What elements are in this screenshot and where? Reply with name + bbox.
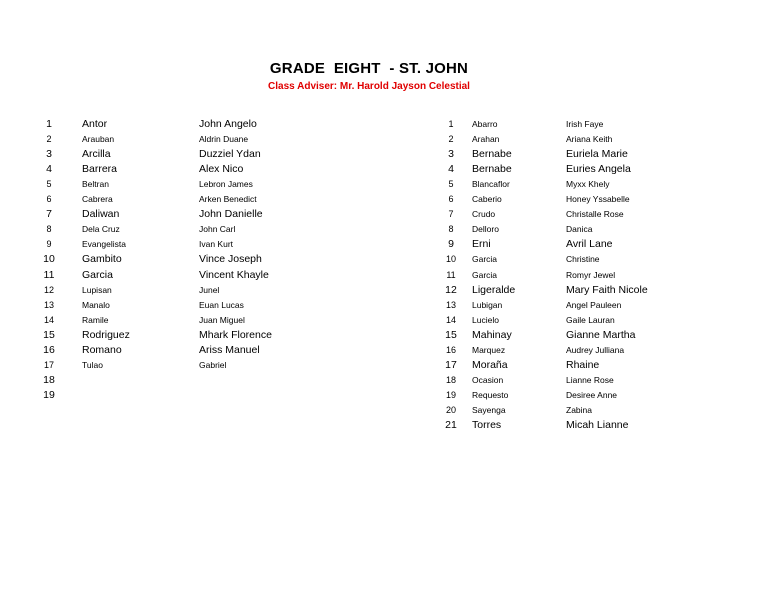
student-first-name: Irish Faye [566,119,604,129]
student-last-name: Arcilla [82,148,111,161]
student-first-name: Euan Lucas [199,299,244,310]
student-number: 21 [445,419,457,431]
student-number: 16 [43,343,55,356]
student-first-name: Christalle Rose [566,209,624,220]
student-first-name: Gaile Lauran [566,314,615,325]
student-first-name: Gabriel [199,359,227,370]
student-row [0,117,768,132]
student-first-name: Rhaine [566,358,600,371]
student-number: 13 [445,299,456,310]
student-number: 5 [46,179,52,190]
student-row [0,403,768,418]
student-last-name: Erni [472,238,491,251]
student-last-name: Bernabe [472,163,512,176]
student-first-name: Desiree Anne [566,389,618,400]
student-first-name: Euriela Marie [566,148,628,161]
student-number: 6 [448,194,454,205]
student-last-name: Ligeralde [472,283,516,296]
student-number: 9 [448,238,454,251]
student-last-name: Sayenga [472,404,506,415]
student-last-name: Moraña [472,358,508,371]
student-number: 4 [448,163,454,176]
student-number: 1 [448,119,454,129]
student-last-name: Dela Cruz [82,224,120,235]
student-last-name: Bernabe [472,148,512,161]
student-last-name: Delloro [472,224,499,235]
student-first-name: Lianne Rose [566,374,614,385]
student-last-name: Lupisan [82,284,112,295]
student-row [0,192,768,207]
student-first-name: Juan Miguel [199,314,245,325]
student-number: 14 [43,314,54,325]
student-number: 13 [43,299,54,310]
student-last-name: Ocasion [472,374,504,385]
student-last-name: Arahan [472,134,500,145]
student-first-name: John Danielle [199,208,263,221]
student-last-name: Gambito [82,253,122,266]
student-row [0,132,768,147]
student-number: 15 [43,328,55,341]
student-number: 8 [46,224,52,235]
student-last-name: Garcia [472,269,498,280]
student-last-name: Lubigan [472,299,503,310]
student-last-name: Abarro [472,119,498,129]
student-row [0,207,768,222]
student-last-name: Garcia [82,268,113,281]
student-number: 18 [43,373,55,386]
student-first-name: Alex Nico [199,163,244,176]
student-last-name: Lucielo [472,314,499,325]
student-first-name: Aldrin Duane [199,134,249,145]
student-last-name: Cabrera [82,194,113,205]
student-first-name: Mary Faith Nicole [566,283,648,296]
student-last-name: Blancaflor [472,179,510,190]
student-first-name: Junel [199,284,220,295]
student-row [0,418,768,433]
student-last-name: Daliwan [82,208,120,221]
class-adviser: Class Adviser: Mr. Harold Jayson Celestial [268,81,470,92]
student-number: 16 [445,344,456,355]
student-first-name: Lebron James [199,179,253,190]
student-first-name: Romyr Jewel [566,269,616,280]
student-number: 20 [445,404,456,415]
student-first-name: Angel Pauleen [566,299,622,310]
student-number: 2 [448,134,454,145]
student-first-name: Gianne Martha [566,328,636,341]
student-row [0,222,768,237]
student-number: 3 [46,148,52,161]
student-first-name: Danica [566,224,593,235]
student-number: 17 [43,359,54,370]
student-first-name: Mhark Florence [199,328,272,341]
student-row [0,252,768,267]
student-row [0,147,768,162]
student-number: 4 [46,163,52,176]
student-first-name: Audrey Julliana [566,344,625,355]
student-row [0,283,768,298]
student-number: 9 [46,239,52,250]
student-first-name: Zabina [566,404,592,415]
student-first-name: Ariss Manuel [199,343,260,356]
student-row [0,358,768,373]
student-first-name: John Angelo [199,118,257,130]
student-first-name: John Carl [199,224,236,235]
student-row [0,268,768,283]
student-last-name: Arauban [82,134,115,145]
student-last-name: Garcia [472,254,498,265]
student-last-name: Barrera [82,163,118,176]
student-first-name: Vince Joseph [199,253,262,266]
student-first-name: Arken Benedict [199,194,257,205]
student-first-name: Myxx Khely [566,179,610,190]
student-number: 14 [445,314,456,325]
student-number: 12 [445,283,457,296]
student-last-name: Requesto [472,389,509,400]
student-first-name: Vincent Khayle [199,268,269,281]
student-row [0,313,768,328]
student-row [0,328,768,343]
student-number: 12 [43,284,54,295]
student-number: 11 [446,269,456,280]
student-number: 17 [445,358,457,371]
student-row [0,162,768,177]
student-first-name: Ariana Keith [566,134,613,145]
student-number: 15 [445,328,457,341]
student-last-name: Caberio [472,194,502,205]
student-first-name: Christine [566,254,600,265]
student-row [0,298,768,313]
student-number: 18 [445,374,456,385]
student-last-name: Torres [472,419,502,431]
student-first-name: Duzziel Ydan [199,148,261,161]
student-number: 2 [46,134,52,145]
student-last-name: Beltran [82,179,109,190]
student-number: 11 [43,268,55,281]
student-number: 7 [46,208,52,221]
student-last-name: Crudo [472,209,496,220]
student-first-name: Euries Angela [566,163,631,176]
student-number: 19 [43,388,55,401]
student-last-name: Tulao [82,359,103,370]
student-number: 6 [46,194,52,205]
student-row [0,373,768,388]
student-last-name: Mahinay [472,328,512,341]
student-row [0,177,768,192]
student-last-name: Romano [82,343,122,356]
student-number: 19 [445,389,456,400]
student-row [0,237,768,252]
student-row [0,343,768,358]
student-number: 8 [448,224,454,235]
student-last-name: Antor [82,118,108,130]
student-first-name: Micah Lianne [566,419,629,431]
student-first-name: Avril Lane [566,238,613,251]
student-last-name: Rodriguez [82,328,130,341]
student-number: 5 [448,179,454,190]
student-number: 7 [448,209,454,220]
student-first-name: Ivan Kurt [199,239,234,250]
student-row [0,388,768,403]
student-number: 10 [445,254,456,265]
student-number: 1 [46,118,52,130]
student-last-name: Manalo [82,299,110,310]
student-first-name: Honey Yssabelle [566,194,630,205]
student-last-name: Evangelista [82,239,126,250]
student-number: 10 [43,253,55,266]
page-title: GRADE EIGHT - ST. JOHN [269,60,469,77]
student-last-name: Ramile [82,314,109,325]
student-number: 3 [448,148,454,161]
student-last-name: Marquez [472,344,506,355]
